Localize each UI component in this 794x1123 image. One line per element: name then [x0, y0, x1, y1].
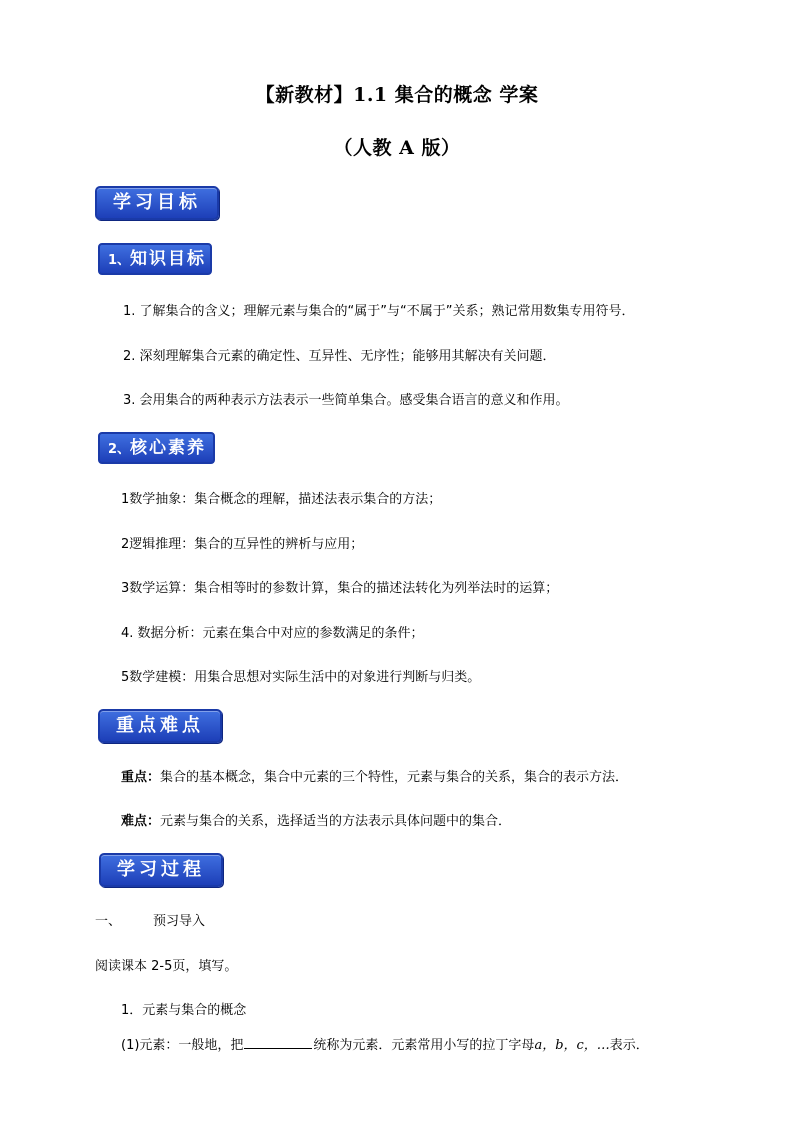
focus-label: 重点： — [121, 770, 161, 785]
difficulty-line — [121, 810, 511, 829]
item-heading: 1．元素与集合的概念 — [121, 1003, 247, 1018]
fill-text-start: (1)元素：一般地，把 — [121, 1038, 244, 1053]
section-badge-goals: 学习目标 — [95, 186, 219, 220]
fill-text-middle: 统称为元素．元素常用小写的拉丁字母 — [313, 1038, 535, 1053]
sub-badge-label: 知识目标 — [130, 249, 207, 269]
knowledge-item: 2. 深刻理解集合元素的确定性、互异性、无序性；能够用其解决有关问题． — [123, 349, 556, 364]
difficulty-text: 元素与集合的关系，选择适当的方法表示具体问题中的集合． — [160, 814, 512, 829]
core-item: 2逻辑推理：集合的互异性的辨析与应用； — [121, 537, 364, 552]
sub-badge-knowledge — [98, 243, 212, 275]
sub-badge-core — [98, 432, 215, 464]
core-item: 1数学抽象：集合概念的理解，描述法表示集合的方法； — [121, 492, 442, 507]
core-item: 4. 数据分析：元素在集合中对应的参数满足的条件； — [121, 626, 424, 641]
core-item: 5数学建模：用集合思想对实际生活中的对象进行判断与归类。 — [121, 670, 481, 685]
reading-instruction: 阅读课本 2-5页，填写。 — [95, 959, 238, 974]
section-badge-key: 重点难点 — [98, 709, 222, 743]
part-heading — [95, 910, 205, 929]
document-subtitle: （人教 A 版） — [333, 137, 461, 159]
latin-letters: a，b，c，… — [534, 1038, 610, 1053]
fill-text-end: 表示． — [609, 1038, 649, 1053]
focus-line — [121, 766, 628, 785]
part-number: 一、 — [95, 914, 122, 929]
knowledge-item: 1. 了解集合的含义；理解元素与集合的“属于”与“不属于”关系；熟记常用数集专用符号． — [123, 304, 635, 319]
knowledge-item: 3. 会用集合的两种表示方法表示一些简单集合。感受集合语言的意义和作用。 — [123, 393, 569, 408]
fill-in-line — [121, 1034, 649, 1053]
part-title: 预习导入 — [153, 914, 206, 929]
fill-in-blank[interactable] — [244, 1036, 312, 1049]
focus-text: 集合的基本概念，集合中元素的三个特性，元素与集合的关系，集合的表示方法． — [160, 770, 629, 785]
sub-badge-label: 核心素养 — [130, 438, 207, 458]
core-item: 3数学运算：集合相等时的参数计算，集合的描述法转化为列举法时的运算； — [121, 581, 559, 596]
difficulty-label: 难点： — [121, 814, 161, 829]
section-badge-process: 学习过程 — [99, 853, 223, 887]
sub-badge-number: 1、 — [108, 253, 131, 268]
sub-badge-number: 2、 — [108, 442, 131, 457]
document-title: 【新教材】1.1 集合的概念 学案 — [255, 84, 539, 106]
